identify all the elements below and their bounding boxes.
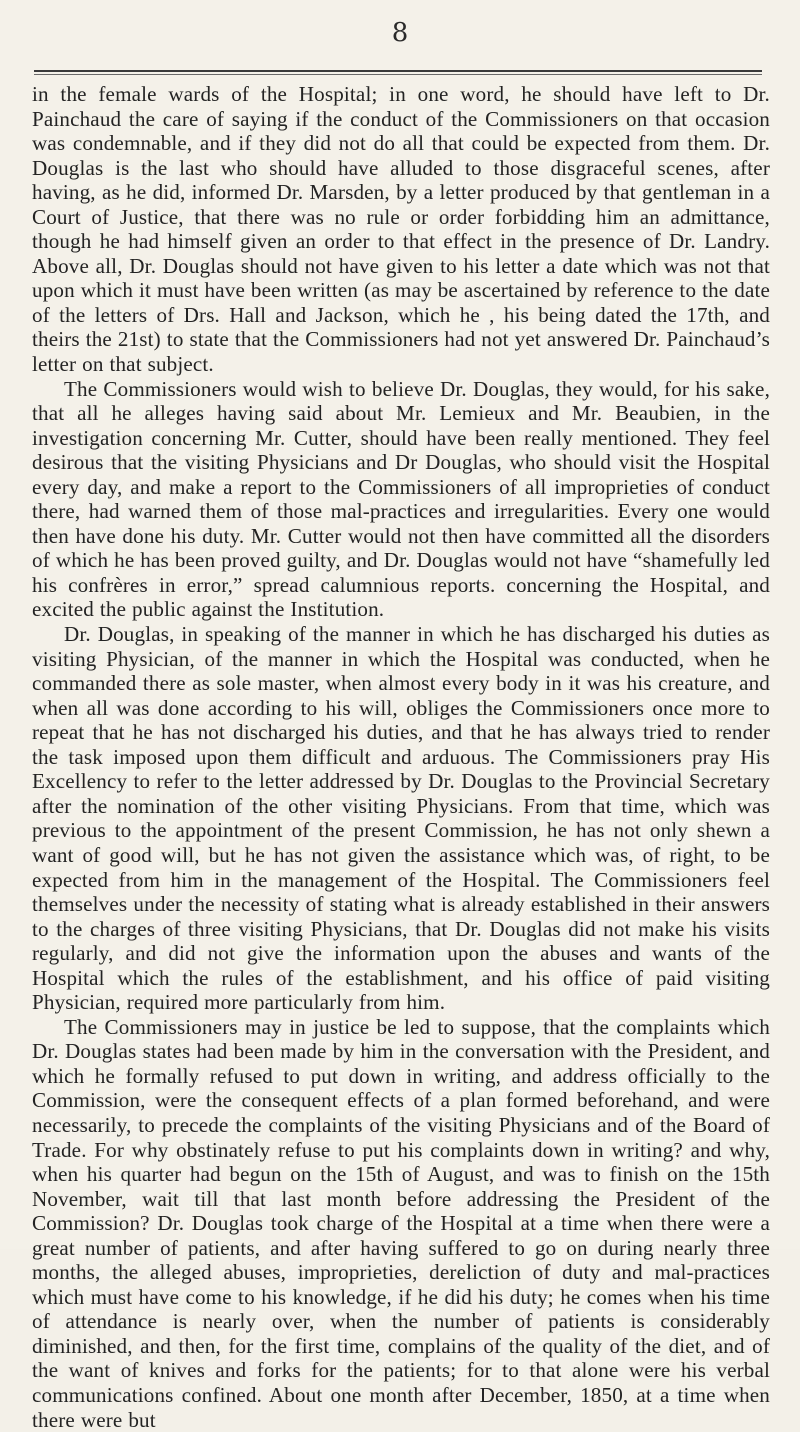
header-rule <box>34 70 762 72</box>
page-number: 8 <box>391 18 409 48</box>
paragraph-2: The Commissioners would wish to believe Dr. Douglas, they would, for his sake, that all he alleges having said about Mr. Lemieux and Mr. Beaubien, in the investigation concerning Mr. Cutter, should have been really mentioned. They feel desirous that the visiting Physicians and Dr Douglas, who should visit the Hospital every day, and make a report to the Commissioners of all improprieties of conduct there, had warned them of those mal-practices and irregularities. Every one would then have done his duty. Mr. Cutter would not then have committed all the disorders of which he has been proved guilty, and Dr. Douglas would not have “shamefully led his confrères in error,” spread calumnious reports. concerning the Hospital, and excited the public against the Institution. <box>32 376 770 622</box>
paragraph-4: The Commissioners may in justice be led to suppose, that the complaints which Dr. Douglas states had been made by him in the conversation with the President, and which he formally refused to put down in writing, and address officially to the Commission, were the consequent effects of a plan formed beforehand, and were necessarily, to precede the complaints of the visiting Physicians and of the Board of Trade. For why obstinately refuse to put his complaints down in writing? and why, when his quarter had begun on the 15th of August, and was to finish on the 15th November, wait till that last month before addressing the President of the Commission? Dr. Douglas took charge of the Hospital at a time when there were a great number of patients, and after having suffered to go on during nearly three months, the alleged abuses, improprieties, dereliction of duty and mal-practices which must have come to his knowledge, if he did his duty; he comes when his time of attendance is nearly over, when the number of patients is considerably diminished, and then, for the first time, complains of the quality of the diet, and of the want of knives and forks for the patients; for to that alone were his verbal communications confined. About one month after December, 1850, at a time when there were but <box>32 1014 770 1432</box>
body-text <box>32 82 770 1432</box>
paragraph-3: Dr. Douglas, in speaking of the manner in which he has discharged his duties as visiting Physician, of the manner in which the Hospital was conducted, when he commanded there as sole master, when almost every body in it was his creature, and when all was done according to his will, obliges the Commissioners once more to repeat that he has not discharged his duties, and that he has always tried to render the task imposed upon them difficult and arduous. The Commissioners pray His Excellency to refer to the letter addressed by Dr. Douglas to the Provincial Secretary after the nomination of the other visiting Physicians. From that time, which was previous to the appointment of the present Commission, he has not only shewn a want of good will, but he has not given the assistance which was, of right, to be expected from him in the management of the Hospital. The Commissioners feel themselves under the necessity of stating what is already established in their answers to the charges of three visiting Physicians, that Dr. Douglas did not make his visits regularly, and did not give the information upon the abuses and wants of the Hospital which the rules of the establishment, and his office of paid visiting Physician, required more particularly from him. <box>32 622 770 1015</box>
header-rule-thin <box>34 74 762 75</box>
paragraph-1: in the female wards of the Hospital; in one word, he should have left to Dr. Painchaud the care of saying if the conduct of the Commissioners on that occasion was condemnable, and if they did not do all that could be expected from them. Dr. Douglas is the last who should have alluded to those disgraceful scenes, after having, as he did, informed Dr. Marsden, by a letter produced by that gentleman in a Court of Justice, that there was no rule or order forbidding him an admittance, though he had himself given an order to that effect in the presence of Dr. Landry. Above all, Dr. Douglas should not have given to his letter a date which was not that upon which it must have been written (as may be ascertained by reference to the date of the letters of Drs. Hall and Jackson, which he , his being dated the 17th, and theirs the 21st) to state that the Commissioners had not yet answered Dr. Painchaud’s letter on that subject. <box>32 82 770 377</box>
